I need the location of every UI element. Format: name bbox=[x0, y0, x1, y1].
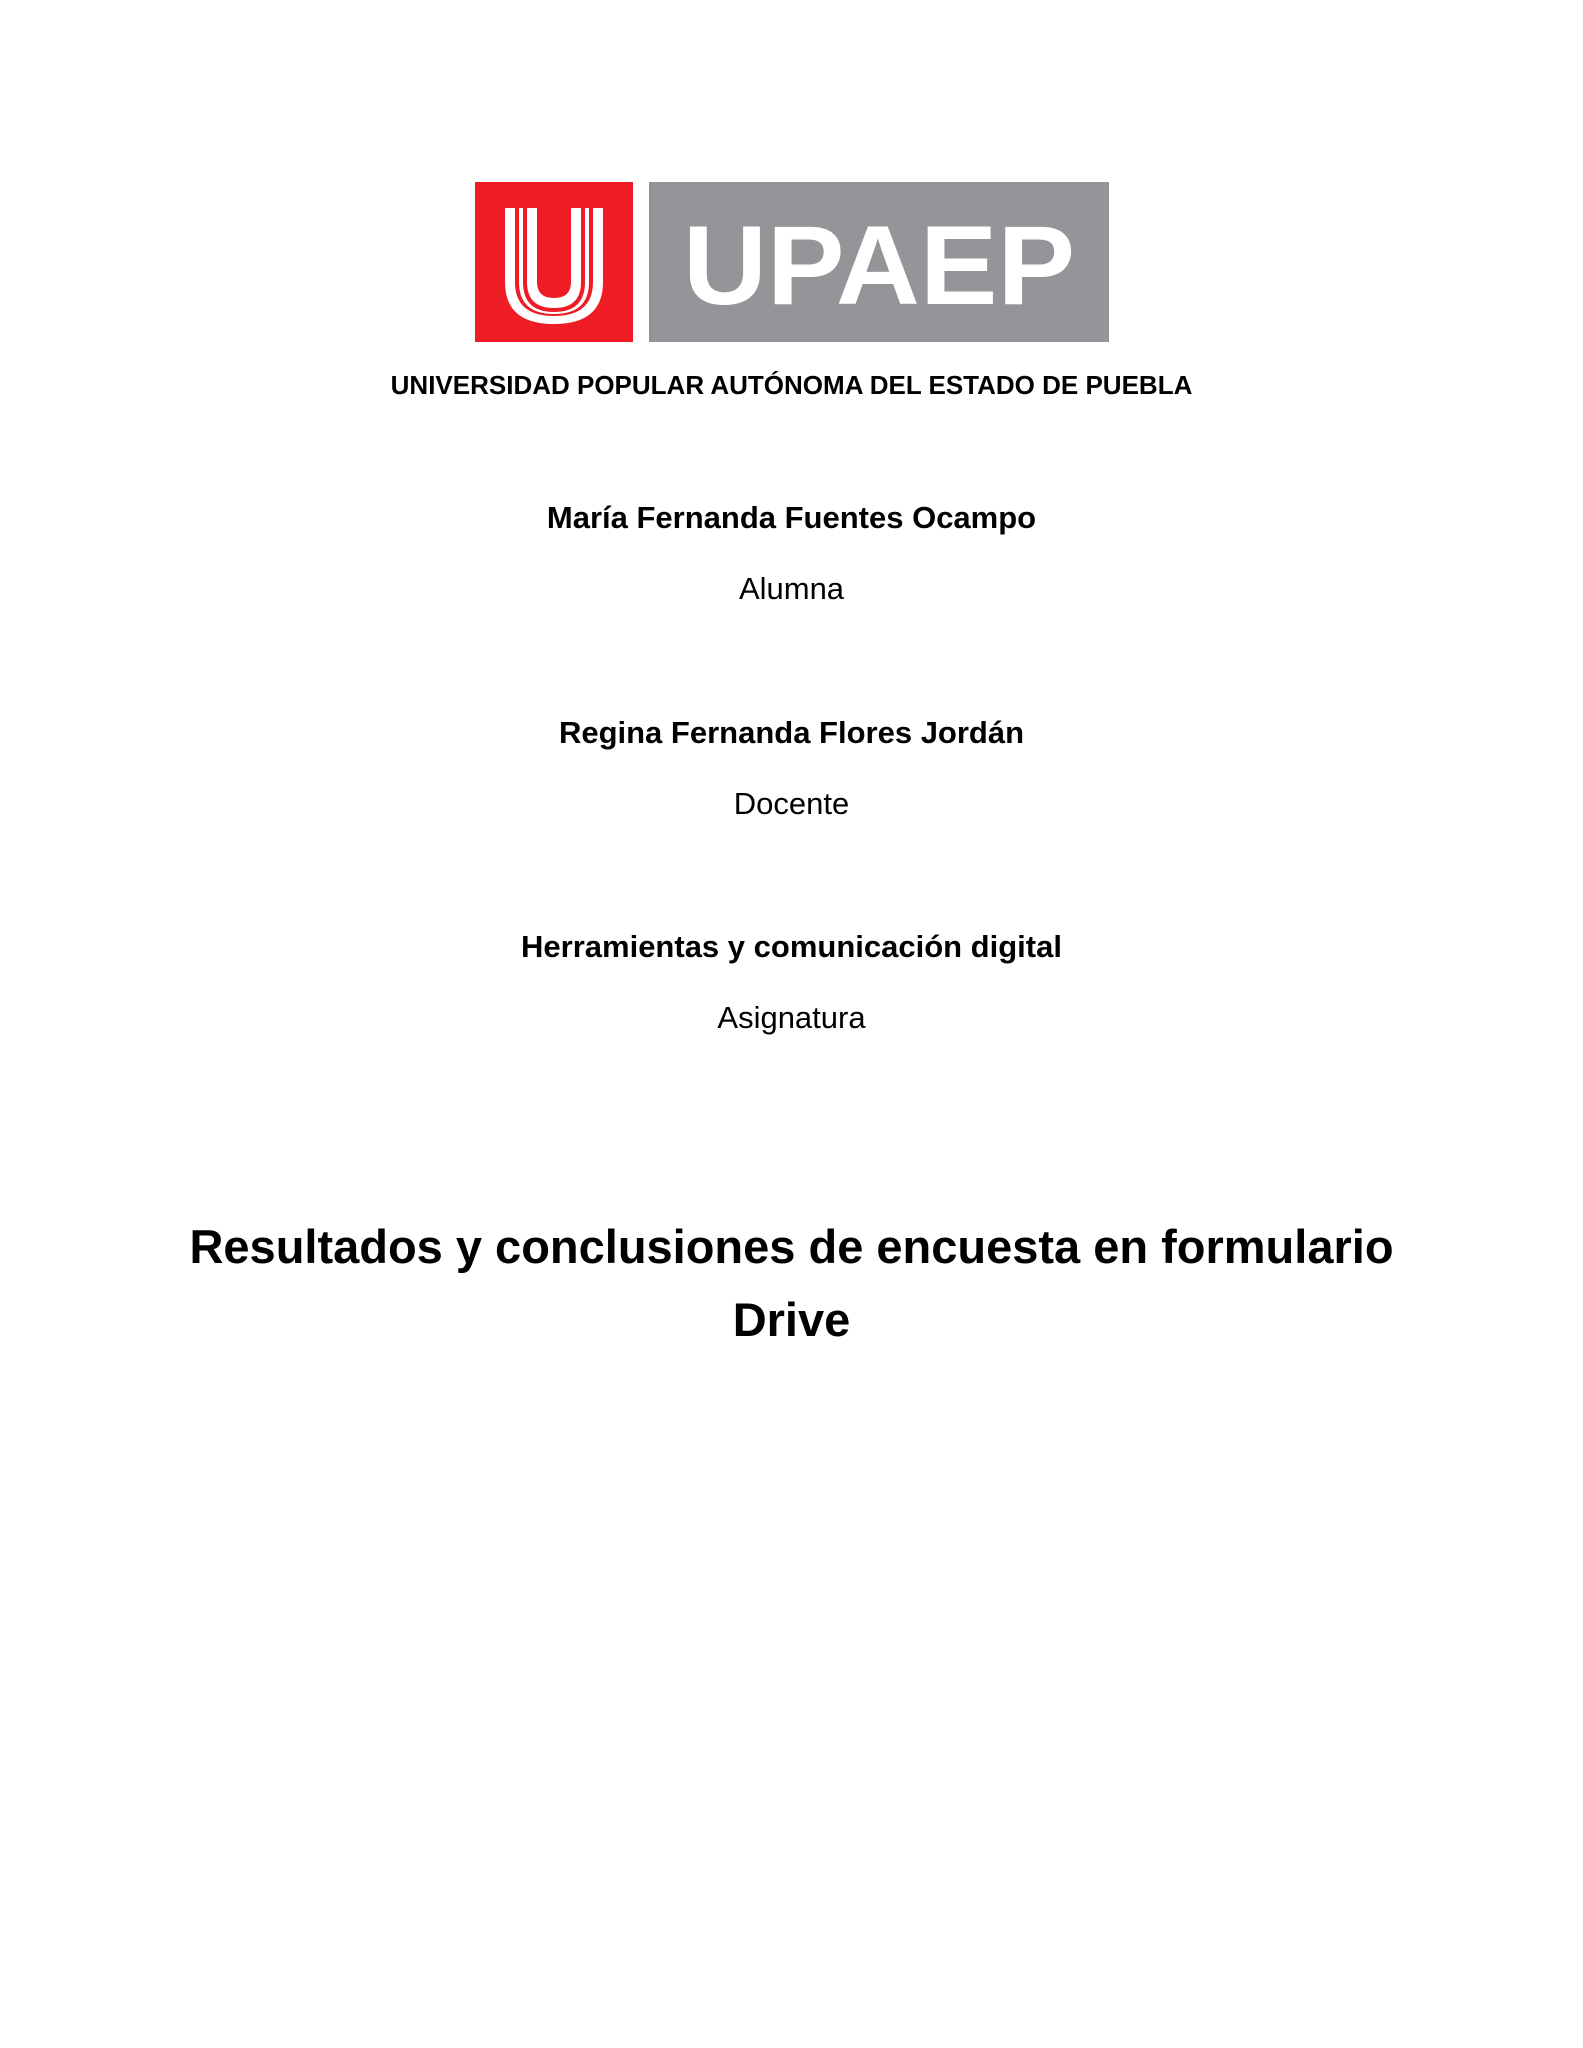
teacher-name: Regina Fernanda Flores Jordán bbox=[558, 715, 1025, 750]
document-title bbox=[180, 1210, 1403, 1356]
university-name: UNIVERSIDAD POPULAR AUTÓNOMA DEL ESTADO DE PUEBLA bbox=[390, 370, 1193, 400]
document-title-line1: Resultados y conclusiones de encuesta en formulario bbox=[189, 1220, 1394, 1273]
upaep-logo bbox=[475, 182, 1109, 342]
teacher-role: Docente bbox=[733, 786, 850, 821]
student-role: Alumna bbox=[738, 571, 845, 606]
subject-role: Asignatura bbox=[717, 1000, 866, 1035]
logo-wordmark: UPAEP bbox=[683, 203, 1075, 328]
subject-name: Herramientas y comunicación digital bbox=[521, 929, 1062, 964]
document-title-line2: Drive bbox=[732, 1293, 851, 1346]
student-name: María Fernanda Fuentes Ocampo bbox=[546, 500, 1037, 535]
